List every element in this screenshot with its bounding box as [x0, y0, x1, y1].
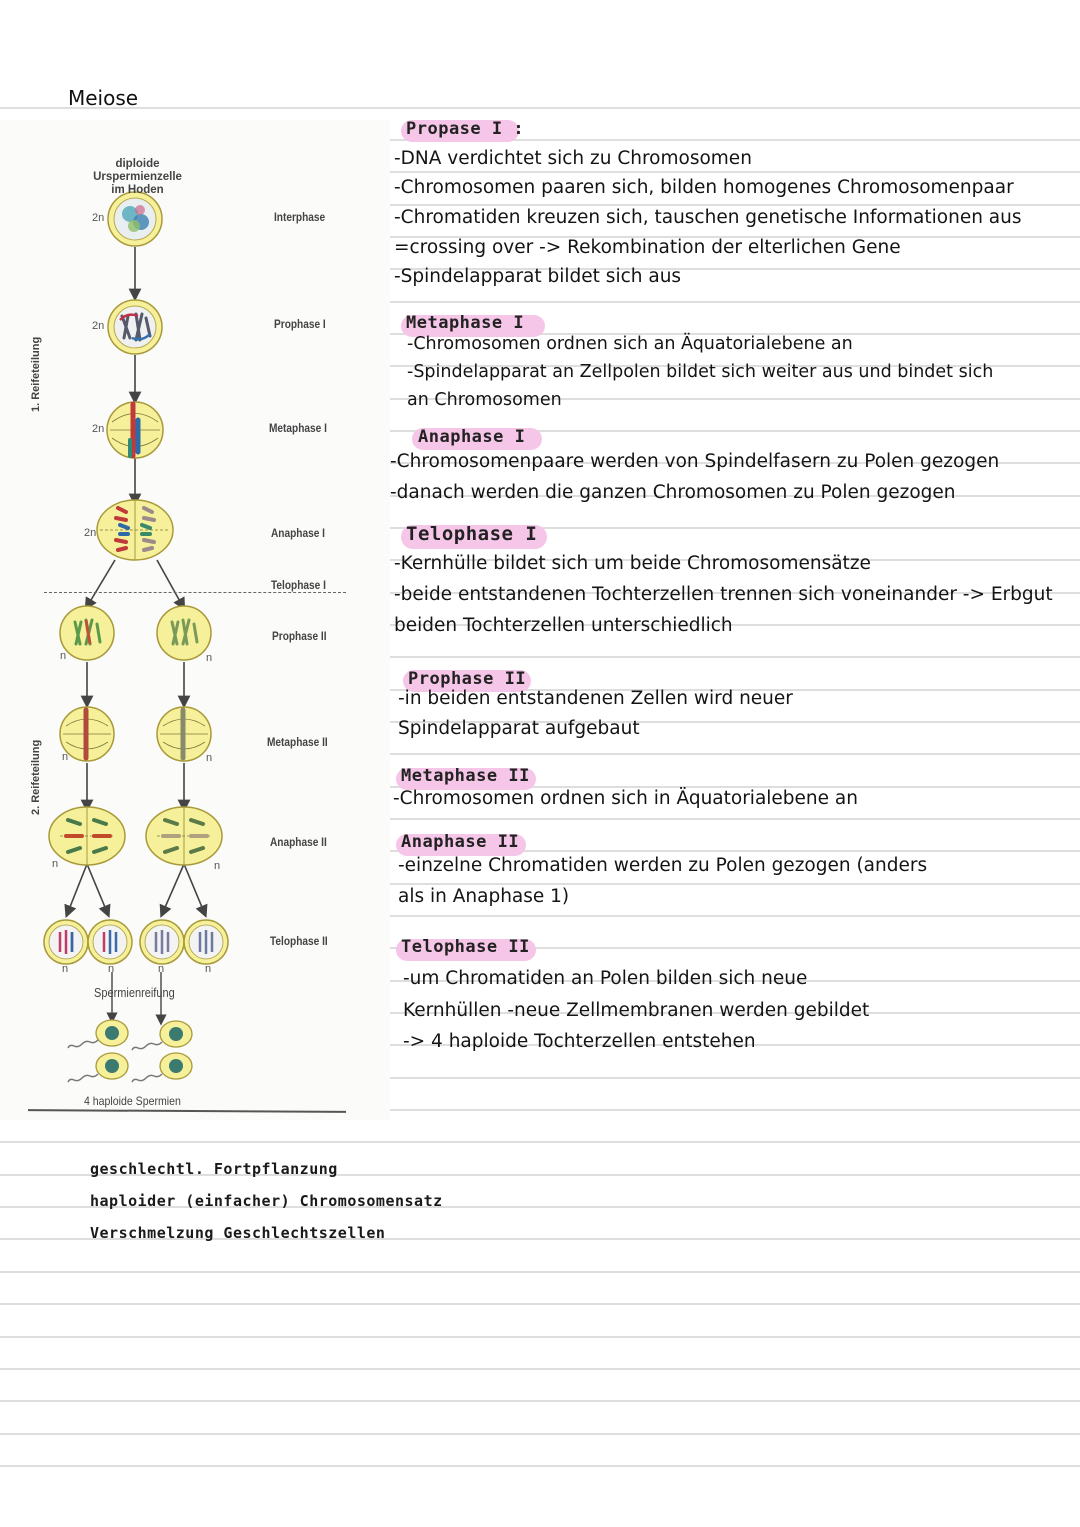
ploidy-label: 2n — [92, 320, 105, 332]
phase-label-interphase: Interphase — [274, 212, 326, 224]
note-line: Kernhüllen -neue Zellmembranen werden gebildet — [403, 1000, 870, 1021]
ploidy-label: n — [52, 858, 59, 870]
ploidy-label: 2n — [92, 423, 105, 435]
phase-label-metaphase-2: Metaphase II — [267, 737, 328, 749]
note-line: -Chromosomen ordnen sich in Äquatorialebene an — [393, 788, 858, 809]
page-title: Meiose — [68, 86, 139, 110]
heading-prophase-2: Prophase II — [408, 669, 527, 689]
ploidy-label: n — [206, 652, 213, 664]
rule-line — [0, 1433, 1080, 1435]
note-line: -in beiden entstandenen Zellen wird neuer — [398, 688, 793, 709]
sperm-cell — [68, 1020, 128, 1048]
ploidy-label: n — [62, 963, 69, 975]
note-line: -beide entstandenen Tochterzellen trennen sich voneinander -> Erbgut — [394, 584, 1053, 605]
note-line: -Chromosomen paaren sich, bilden homogenes Chromosomenpaar — [394, 177, 1014, 198]
note-line: beiden Tochterzellen unterschiedlich — [394, 615, 733, 636]
footer-note: geschlechtl. Fortpflanzung — [90, 1160, 338, 1178]
bottom-caption: 4 haploide Spermien — [84, 1094, 181, 1108]
diagram-top-caption: diploide Urspermienzelle im Hoden — [93, 158, 182, 196]
heading-prophase-1: Propase I : — [406, 119, 525, 139]
rule-line — [0, 1141, 1080, 1143]
note-line: -Spindelapparat an Zellpolen bildet sich weiter aus und bindet sich — [407, 362, 994, 382]
phase-label-metaphase-1: Metaphase I — [269, 423, 327, 435]
telophase-divider — [44, 592, 346, 593]
phase-label-anaphase-2: Anaphase II — [270, 837, 327, 849]
rule-line — [390, 301, 1080, 303]
note-line: -Chromosomen ordnen sich an Äquatorialebene an — [407, 334, 853, 354]
note-line: -> 4 haploide Tochterzellen entstehen — [403, 1031, 756, 1052]
phase-label-anaphase-1: Anaphase I — [271, 528, 325, 540]
rule-line — [390, 915, 1080, 917]
note-line: -Spindelapparat bildet sich aus — [394, 266, 682, 287]
rule-line — [0, 1271, 1080, 1273]
heading-telophase-2: Telophase II — [401, 937, 530, 957]
ploidy-label: n — [214, 860, 221, 872]
note-line: =crossing over -> Rekombination der elterlichen Gene — [394, 237, 901, 258]
note-line: -einzelne Chromatiden werden zu Polen gezogen (anders — [398, 855, 928, 876]
ploidy-label: 2n — [84, 527, 97, 539]
footer-note: Verschmelzung Geschlechtszellen — [90, 1224, 386, 1242]
rule-line — [0, 1400, 1080, 1402]
note-line: Spindelapparat aufgebaut — [398, 718, 640, 739]
rule-line — [390, 656, 1080, 658]
heading-anaphase-1: Anaphase I — [418, 427, 526, 447]
heading-anaphase-2: Anaphase II — [401, 832, 520, 852]
ploidy-label: n — [108, 963, 115, 975]
footer-note: haploider (einfacher) Chromosomensatz — [90, 1192, 443, 1210]
note-line: -Chromatiden kreuzen sich, tauschen genetische Informationen aus — [394, 207, 1022, 228]
phase-label-telophase-1: Telophase I — [271, 580, 326, 592]
rule-line — [390, 1109, 1080, 1111]
division-label-1: 1. Reifeteilung — [30, 336, 42, 412]
rule-line — [390, 1077, 1080, 1079]
ploidy-label: n — [62, 751, 69, 763]
note-line: -Kernhülle bildet sich um beide Chromosomensätze — [394, 553, 871, 574]
phase-label-telophase-2: Telophase II — [270, 936, 328, 948]
ploidy-label: n — [206, 752, 213, 764]
rule-line — [0, 1303, 1080, 1305]
rule-line — [390, 204, 1080, 206]
rule-line — [390, 753, 1080, 755]
heading-metaphase-2: Metaphase II — [401, 766, 530, 786]
phase-label-prophase-2: Prophase II — [272, 631, 327, 643]
ploidy-label: n — [60, 650, 67, 662]
heading-metaphase-1: Metaphase I — [406, 313, 525, 333]
note-line: -DNA verdichtet sich zu Chromosomen — [394, 148, 752, 169]
division-label-2: 2. Reifeteilung — [30, 739, 42, 815]
rule-line — [0, 1368, 1080, 1370]
ploidy-label: n — [205, 963, 212, 975]
rule-line — [0, 1465, 1080, 1467]
rule-line — [390, 818, 1080, 820]
maturation-label: Spermienreifung — [94, 986, 175, 1000]
note-line: als in Anaphase 1) — [398, 886, 570, 907]
note-line: -um Chromatiden an Polen bilden sich neue — [403, 968, 808, 989]
heading-telophase-1: Telophase I — [406, 523, 538, 545]
ploidy-label: n — [158, 963, 165, 975]
note-line: an Chromosomen — [407, 390, 562, 410]
note-line: -Chromosomenpaare werden von Spindelfasern zu Polen gezogen — [390, 451, 1000, 472]
rule-line — [0, 1336, 1080, 1338]
note-line: -danach werden die ganzen Chromosomen zu Polen gezogen — [390, 482, 956, 503]
ploidy-label: 2n — [92, 212, 105, 224]
phase-label-prophase-1: Prophase I — [274, 319, 326, 331]
rule-line — [390, 883, 1080, 885]
rule-line — [390, 171, 1080, 173]
